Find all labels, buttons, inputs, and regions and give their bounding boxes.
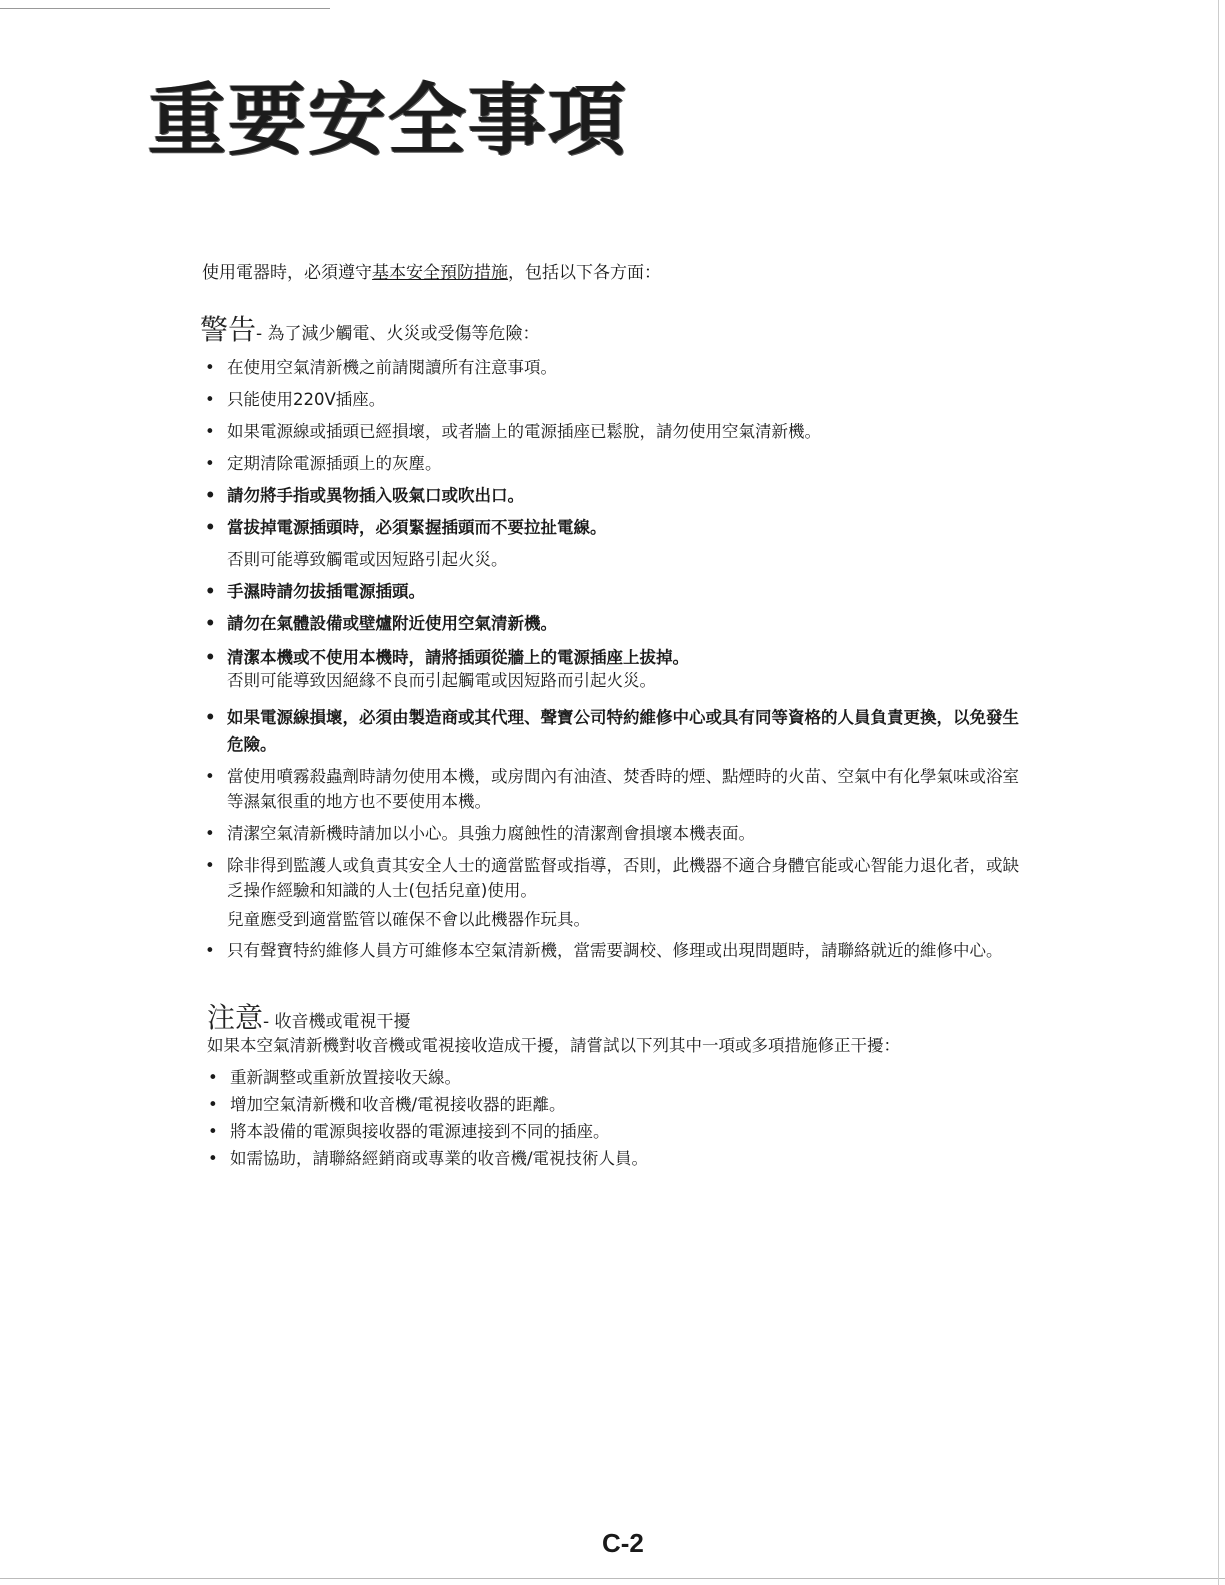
intro-after: ，包括以下各方面：: [508, 263, 661, 283]
caution-item: • 重新調整或重新放置接收天線。: [206, 1064, 1006, 1091]
warning-item-note: 兒童應受到適當監管以確保不會以此機器作玩具。: [227, 910, 590, 929]
scan-top-line: [0, 8, 330, 9]
caution-title: 注意: [207, 1001, 264, 1034]
warning-item: • 如果電源線或插頭已經損壞，或者牆上的電源插座已鬆脫，請勿使用空氣清新機。: [203, 416, 1023, 448]
caution-text: 如果本空氣清新機對收音機或電視接收造成干擾，請嘗試以下列其中一項或多項措施修正干擾：: [207, 1036, 900, 1055]
warning-heading: [200, 308, 540, 348]
caution-heading: [207, 996, 411, 1036]
page-title: 重要安全事項: [148, 75, 629, 166]
warning-item: • 只有聲寶特約維修人員方可維修本空氣清新機，當需要調校、修理或出現問題時，請聯絡就近的維修中心。: [203, 938, 1023, 963]
warning-item-note: 否則可能導致因絕緣不良而引起觸電或因短路而引起火災。: [227, 671, 656, 690]
warning-item: • 除非得到監護人或負責其安全人士的適當監督或指導，否則，此機器不適合身體官能或心智能力退化者，或缺乏操作經驗和知識的人士(包括兒童)使用。: [203, 853, 1023, 903]
caution-item: • 增加空氣清新機和收音機/電視接收器的距離。: [206, 1091, 1006, 1118]
warning-item: • 清潔本機或不使用本機時，請將插頭從牆上的電源插座上拔掉。: [203, 646, 1023, 669]
warning-item: • 請勿在氣體設備或壁爐附近使用空氣清新機。: [203, 608, 1023, 640]
page-number: C-2: [602, 1528, 644, 1558]
scan-bottom-line: [0, 1578, 1225, 1579]
warning-item: • 定期清除電源插頭上的灰塵。: [203, 448, 1023, 480]
scan-right-edge: [1218, 0, 1219, 1585]
warning-subtitle: - 為了減少觸電、火災或受傷等危險：: [256, 324, 540, 344]
warning-item-note: 否則可能導致觸電或因短路引起火災。: [227, 550, 508, 569]
warning-item: • 當使用噴霧殺蟲劑時請勿使用本機，或房間內有油渣、焚香時的煙、點煙時的火苗、空氣中有化學氣味或浴室等濕氣很重的地方也不要使用本機。: [203, 764, 1023, 814]
warning-item: • 請勿將手指或異物插入吸氣口或吹出口。: [203, 480, 1023, 512]
warning-item: • 如果電源線損壞，必須由製造商或其代理、聲寶公司特約維修中心或具有同等資格的人員負責更換，以免發生危險。: [203, 704, 1023, 758]
caution-item: • 如需協助，請聯絡經銷商或專業的收音機/電視技術人員。: [206, 1145, 1006, 1172]
caution-subtitle: - 收音機或電視干擾: [263, 1012, 411, 1032]
warning-item: • 當拔掉電源插頭時，必須緊握插頭而不要拉扯電線。: [203, 512, 1023, 544]
intro-before: 使用電器時，必須遵守: [202, 263, 372, 283]
warning-item: • 在使用空氣清新機之前請閱讀所有注意事項。: [203, 352, 1023, 384]
warning-title: 警告: [200, 313, 257, 346]
warning-item: • 手濕時請勿拔插電源插頭。: [203, 576, 1023, 608]
intro-underlined: 基本安全預防措施: [372, 263, 508, 283]
warning-list: [203, 352, 1023, 963]
caution-item: • 將本設備的電源與接收器的電源連接到不同的插座。: [206, 1118, 1006, 1145]
intro-line: [202, 258, 661, 283]
warning-item: • 只能使用220V插座。: [203, 384, 1023, 416]
caution-list: [206, 1064, 1006, 1172]
warning-item: • 清潔空氣清新機時請加以小心。具強力腐蝕性的清潔劑會損壞本機表面。: [203, 821, 1023, 846]
